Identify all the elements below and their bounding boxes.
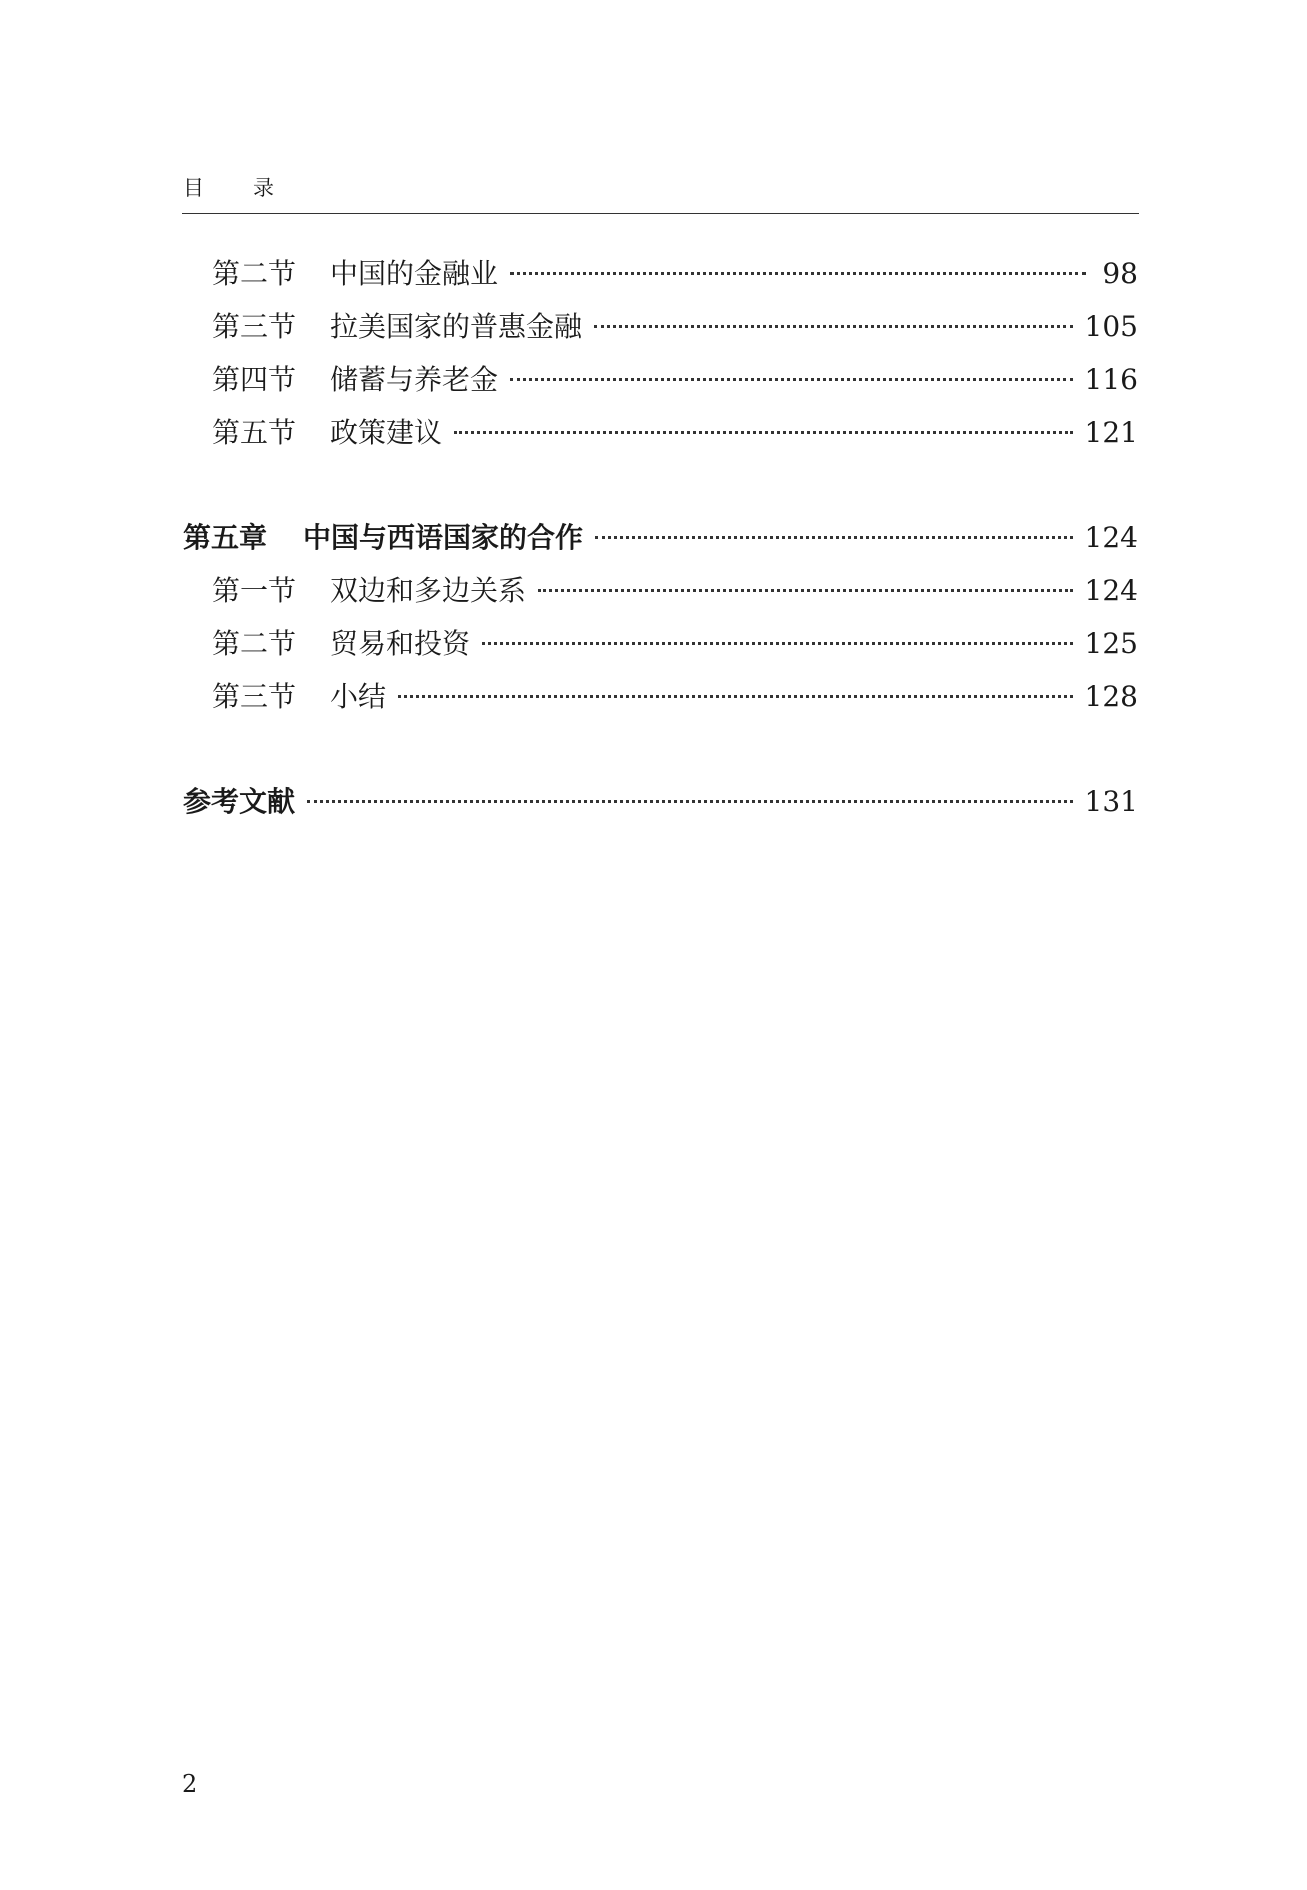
toc-entry[interactable] [212,256,1138,292]
toc-references-title: 参考文献 [183,785,296,818]
toc-entry-number: 第一节 [212,574,297,607]
toc-entry-page: 125 [1084,627,1138,660]
toc-entry-page: 124 [1084,574,1138,607]
toc-entry-title: 贸易和投资 [330,627,471,660]
toc-entry-page: 121 [1084,416,1138,449]
toc-entry-number: 第二节 [212,257,297,290]
toc-entry-page: 116 [1084,363,1138,396]
dot-leader [594,325,1073,328]
toc-chapter-title: 中国与西语国家的合作 [303,521,584,554]
toc-entry-number: 第三节 [212,310,297,343]
dot-leader [482,642,1073,645]
toc-chapter-entry[interactable] [183,520,1138,556]
toc-entry-number: 第二节 [212,627,297,660]
toc-entry-title: 中国的金融业 [330,257,499,290]
toc-entry-number: 第四节 [212,363,297,396]
toc-references-page: 131 [1084,785,1138,818]
toc-entry-title: 双边和多边关系 [330,574,527,607]
toc-entry-title: 拉美国家的普惠金融 [330,310,583,343]
dot-leader [595,536,1073,539]
dot-leader [510,378,1073,381]
toc-entry[interactable] [212,362,1138,398]
dot-leader [510,272,1086,275]
toc-entry[interactable] [212,415,1138,451]
toc-references-entry[interactable] [183,784,1138,820]
toc-entry-number: 第五节 [212,416,297,449]
toc-entry-title: 政策建议 [330,416,443,449]
toc-entry[interactable] [212,309,1138,345]
toc-entry-page: 98 [1102,257,1138,290]
toc-entry[interactable] [212,626,1138,662]
toc-entry-title: 小结 [330,680,387,713]
toc-entry[interactable] [212,679,1138,715]
dot-leader [398,695,1073,698]
header-rule [182,213,1139,214]
dot-leader [454,431,1073,434]
toc-entry-page: 128 [1084,680,1138,713]
toc-entry-title: 储蓄与养老金 [330,363,499,396]
toc-chapter-page: 124 [1084,521,1138,554]
page-number: 2 [182,1770,198,1798]
toc-entry-page: 105 [1084,310,1138,343]
toc-chapter-number: 第五章 [183,521,268,554]
toc-entry[interactable] [212,573,1138,609]
toc-entry-number: 第三节 [212,680,297,713]
header-title-char-1: 目 [183,176,204,200]
dot-leader [538,589,1073,592]
header-title-char-2: 录 [253,176,274,200]
dot-leader [307,800,1073,803]
